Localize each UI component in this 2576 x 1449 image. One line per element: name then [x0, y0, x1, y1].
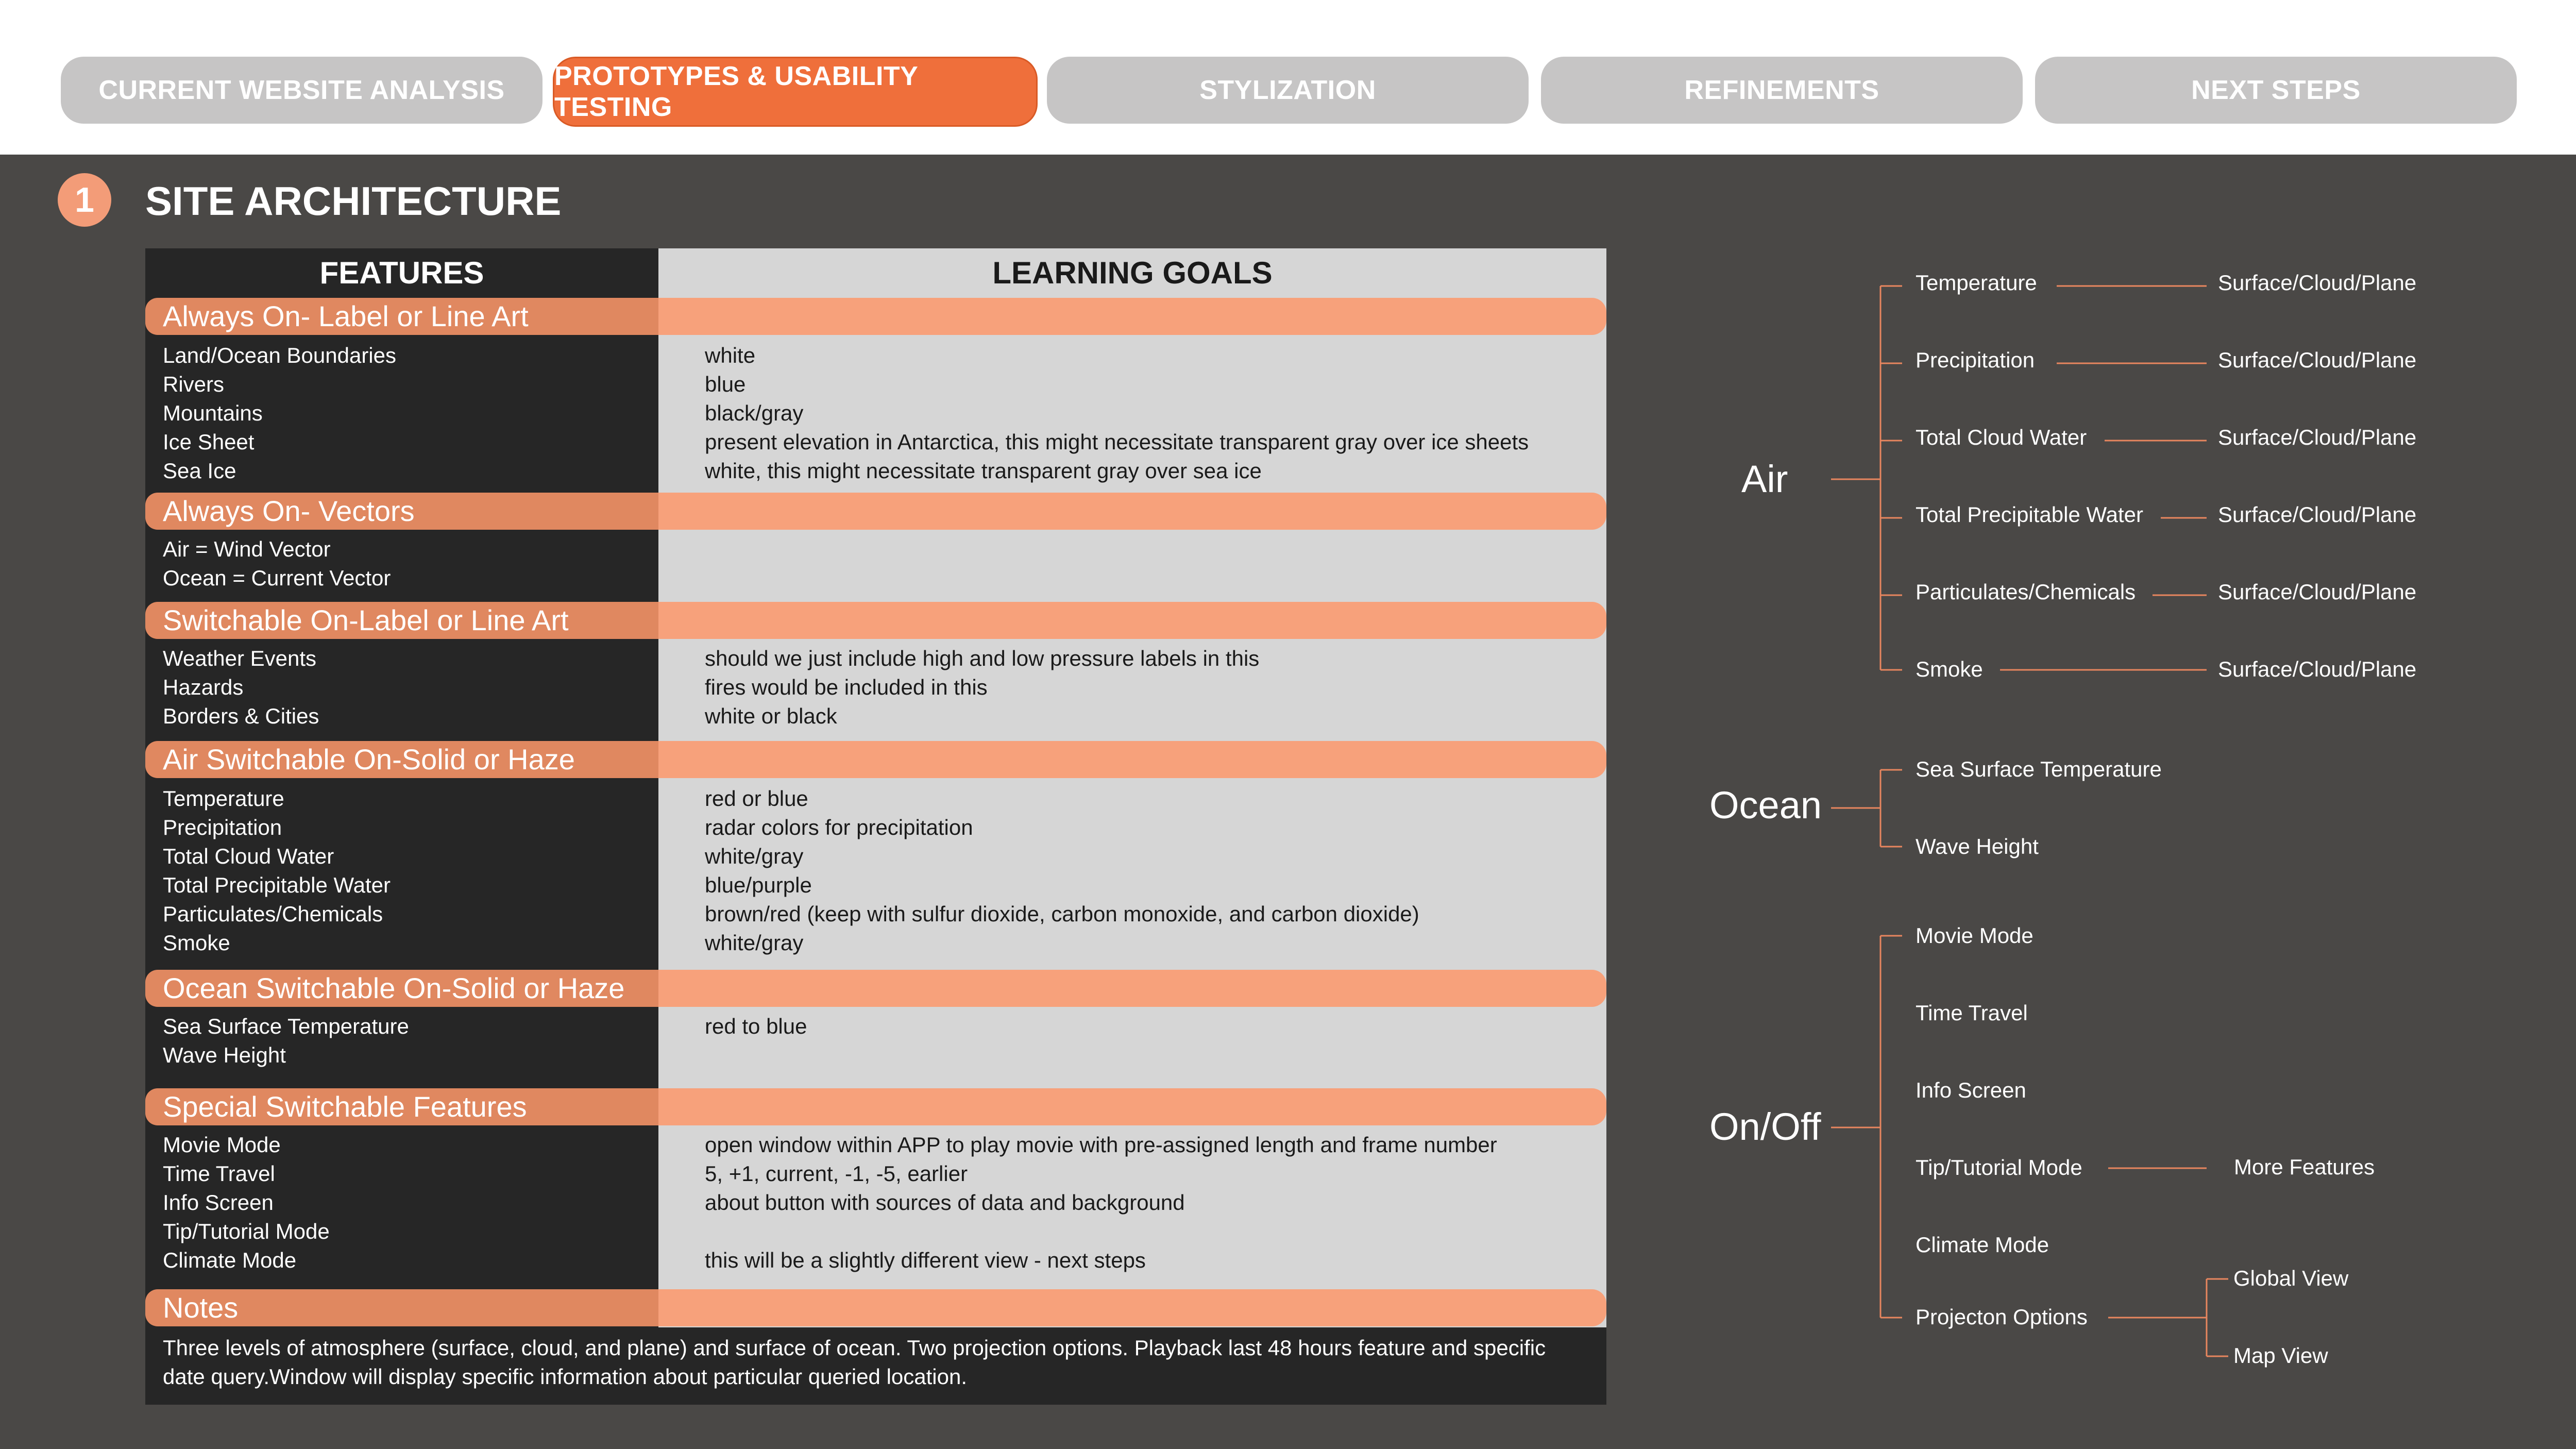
feature-item: Weather Events: [163, 646, 317, 670]
tab-current-website-analysis[interactable]: CURRENT WEBSITE ANALYSIS: [61, 57, 543, 124]
tree-leaf-movie-mode: Movie Mode: [1916, 923, 2033, 948]
feature-item: Time Travel: [163, 1161, 275, 1186]
tree-leaf-wave-height: Wave Height: [1916, 834, 2039, 858]
tree-leaf-sea-surface-temperature: Sea Surface Temperature: [1916, 757, 2162, 781]
tree-target-map-view: Map View: [2233, 1343, 2328, 1368]
feature-item: Total Precipitable Water: [163, 873, 391, 897]
group-title: Always On- Label or Line Art: [163, 300, 529, 332]
feature-item: Movie Mode: [163, 1133, 281, 1157]
tree-leaf-projection-options: Projecton Options: [1916, 1305, 2088, 1329]
feature-item: Total Cloud Water: [163, 844, 334, 868]
tab-next-steps[interactable]: NEXT STEPS: [2035, 57, 2517, 124]
goal-item: this will be a slightly different view - next steps: [705, 1248, 1146, 1272]
tree-category-on-off: On/Off: [1709, 1105, 1821, 1148]
group-title: Ocean Switchable On-Solid or Haze: [163, 972, 625, 1004]
tree-leaf-info-screen: Info Screen: [1916, 1078, 2026, 1102]
group-title: Air Switchable On-Solid or Haze: [163, 743, 575, 776]
feature-item: Land/Ocean Boundaries: [163, 343, 396, 367]
goal-item: white/gray: [705, 844, 804, 868]
feature-item: Info Screen: [163, 1190, 274, 1215]
goal-item: red or blue: [705, 786, 808, 811]
feature-item: Precipitation: [163, 815, 282, 839]
feature-item: Rivers: [163, 372, 225, 396]
tree-target-global-view: Global View: [2233, 1266, 2349, 1290]
tab-stylization[interactable]: STYLIZATION: [1047, 57, 1529, 124]
features-header: FEATURES: [319, 255, 484, 290]
goal-item: blue: [705, 372, 746, 396]
goal-item: white/gray: [705, 931, 804, 955]
feature-item: Air = Wind Vector: [163, 537, 331, 561]
learning-goals-header: LEARNING GOALS: [992, 255, 1273, 290]
goal-item: brown/red (keep with sulfur dioxide, carbon monoxide, and carbon dioxide): [705, 902, 1419, 926]
feature-item: Temperature: [163, 786, 284, 811]
feature-item: Climate Mode: [163, 1248, 297, 1272]
feature-item: Mountains: [163, 401, 263, 425]
group-title: Special Switchable Features: [163, 1090, 527, 1123]
tree-leaf-climate-mode: Climate Mode: [1916, 1233, 2049, 1257]
goal-item: white: [705, 343, 756, 367]
goal-item: radar colors for precipitation: [705, 815, 973, 839]
tab-refinements[interactable]: REFINEMENTS: [1541, 57, 2023, 124]
goal-item: open window within APP to play movie with pre-assigned length and frame number: [705, 1133, 1497, 1157]
goal-item: white, this might necessitate transparent gray over sea ice: [705, 459, 1262, 483]
tree-target-surface-cloud-plane: Surface/Cloud/Plane: [2218, 657, 2417, 681]
goal-item: blue/purple: [705, 873, 812, 897]
tree-leaf-total-precipitable-water: Total Precipitable Water: [1916, 502, 2143, 527]
group-title: Always On- Vectors: [163, 495, 415, 527]
goal-item: red to blue: [705, 1014, 807, 1038]
feature-item: Hazards: [163, 675, 244, 699]
section-number-badge: 1: [58, 173, 111, 227]
feature-item: Wave Height: [163, 1043, 286, 1067]
goal-item: fires would be included in this: [705, 675, 988, 699]
tree-category-air: Air: [1741, 458, 1788, 500]
tab-prototypes-usability-testing[interactable]: PROTOTYPES & USABILITY TESTING: [553, 57, 1038, 127]
tree-target-surface-cloud-plane: Surface/Cloud/Plane: [2218, 502, 2417, 527]
tree-leaf-time-travel: Time Travel: [1916, 1001, 2028, 1025]
group-title: Switchable On-Label or Line Art: [163, 604, 569, 636]
tree-leaf-temperature: Temperature: [1916, 271, 2037, 295]
goal-item: should we just include high and low pressure labels in this: [705, 646, 1260, 670]
section-title: SITE ARCHITECTURE: [145, 178, 562, 224]
notes-text: Three levels of atmosphere (surface, cloud, and plane) and surface of ocean. Two projection options. Playback last 48 hours feature and specific date query.Window will display specific information about particular queried location.: [163, 1336, 1546, 1389]
feature-item: Borders & Cities: [163, 704, 319, 728]
feature-item: Ocean = Current Vector: [163, 566, 391, 590]
tree-leaf-smoke: Smoke: [1916, 657, 1983, 681]
tree-target-surface-cloud-plane: Surface/Cloud/Plane: [2218, 271, 2417, 295]
goal-item: about button with sources of data and background: [705, 1190, 1185, 1215]
feature-item: Particulates/Chemicals: [163, 902, 383, 926]
tree-leaf-particulates: Particulates/Chemicals: [1916, 580, 2136, 604]
goal-item: black/gray: [705, 401, 804, 425]
tree-target-more-features: More Features: [2234, 1155, 2375, 1179]
feature-item: Tip/Tutorial Mode: [163, 1219, 330, 1243]
notes-title: Notes: [163, 1291, 239, 1324]
tree-target-surface-cloud-plane: Surface/Cloud/Plane: [2218, 425, 2417, 449]
tree-leaf-precipitation: Precipitation: [1916, 348, 2035, 372]
tree-target-surface-cloud-plane: Surface/Cloud/Plane: [2218, 580, 2417, 604]
tree-leaf-total-cloud-water: Total Cloud Water: [1916, 425, 2087, 449]
goal-item: present elevation in Antarctica, this might necessitate transparent gray over ice sheets: [705, 430, 1529, 454]
feature-item: Sea Ice: [163, 459, 236, 483]
tree-target-surface-cloud-plane: Surface/Cloud/Plane: [2218, 348, 2417, 372]
feature-item: Sea Surface Temperature: [163, 1014, 409, 1038]
feature-item: Ice Sheet: [163, 430, 255, 454]
goal-item: 5, +1, current, -1, -5, earlier: [705, 1161, 968, 1186]
tree-category-ocean: Ocean: [1709, 784, 1822, 827]
feature-item: Smoke: [163, 931, 230, 955]
goal-item: white or black: [705, 704, 837, 728]
tree-leaf-tip-tutorial-mode: Tip/Tutorial Mode: [1916, 1155, 2082, 1180]
